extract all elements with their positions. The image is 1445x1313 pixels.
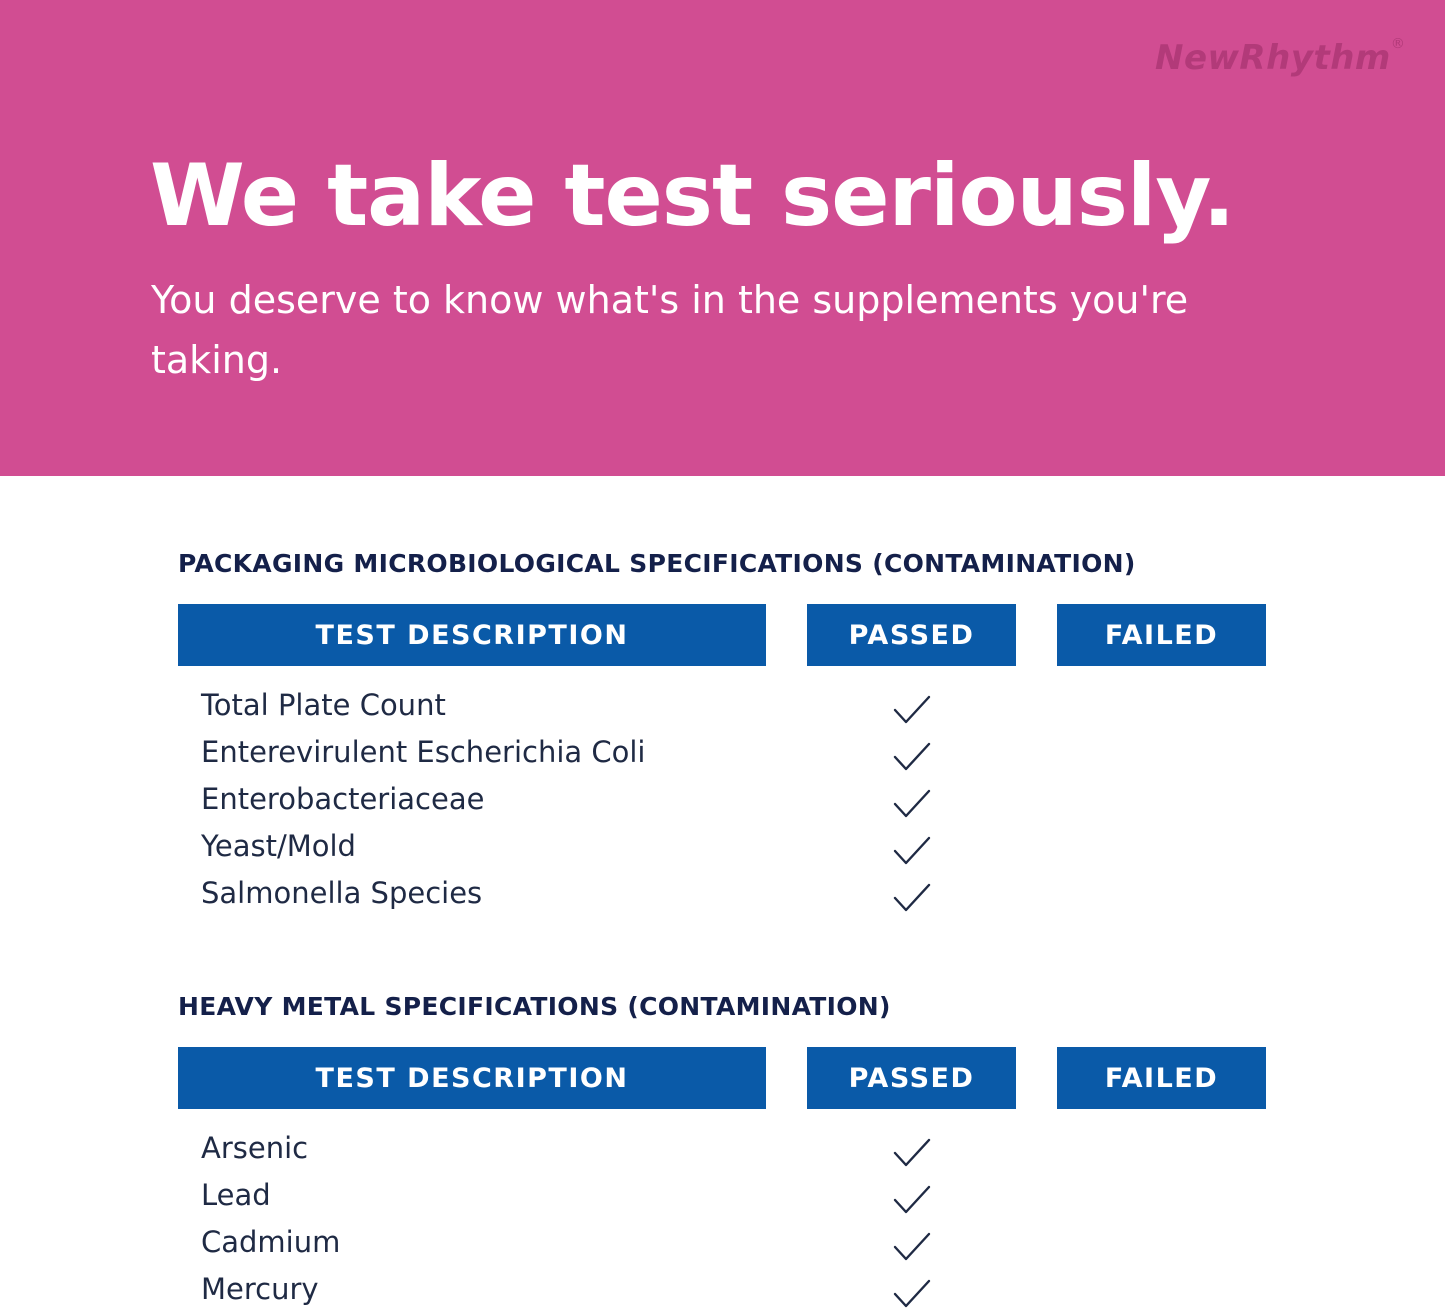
test-row-label: Cadmium [201, 1225, 341, 1259]
section-title-heavy-metal: HEAVY METAL SPECIFICATIONS (CONTAMINATION) [178, 992, 891, 1021]
checkmark-icon [893, 695, 931, 725]
brand-logo [1155, 38, 1405, 78]
test-row-label: Total Plate Count [201, 688, 446, 722]
hero-banner [0, 0, 1445, 476]
checkmark-icon [893, 883, 931, 913]
checkmark-icon [893, 789, 931, 819]
test-row-label: Arsenic [201, 1131, 309, 1165]
test-row-label: Mercury [201, 1272, 319, 1306]
test-row-label: Salmonella Species [201, 876, 483, 910]
checkmark-icon [893, 1138, 931, 1168]
column-header-passed: PASSED [807, 604, 1016, 666]
test-row-label: Yeast/Mold [201, 829, 356, 863]
brand-name: NewRhythm [1155, 38, 1391, 78]
checkmark-icon [893, 742, 931, 772]
registered-mark: ® [1390, 36, 1406, 52]
column-header-test-description: TEST DESCRIPTION [178, 604, 766, 666]
test-row-label: Enterobacteriaceae [201, 782, 485, 816]
checkmark-icon [893, 836, 931, 866]
test-row-label: Lead [201, 1178, 271, 1212]
column-header-failed: FAILED [1057, 1047, 1266, 1109]
section-title-microbiological: PACKAGING MICROBIOLOGICAL SPECIFICATIONS (CONTAMINATION) [178, 549, 1136, 578]
subheadline: You deserve to know what's in the supplements you're taking. [151, 278, 1189, 382]
headline: We take test seriously. [150, 146, 1235, 246]
checkmark-icon [893, 1232, 931, 1262]
column-header-passed: PASSED [807, 1047, 1016, 1109]
test-row-label: Enterevirulent Escherichia Coli [201, 735, 646, 769]
column-header-failed: FAILED [1057, 604, 1266, 666]
checkmark-icon [893, 1185, 931, 1215]
column-header-test-description: TEST DESCRIPTION [178, 1047, 766, 1109]
checkmark-icon [893, 1279, 931, 1309]
